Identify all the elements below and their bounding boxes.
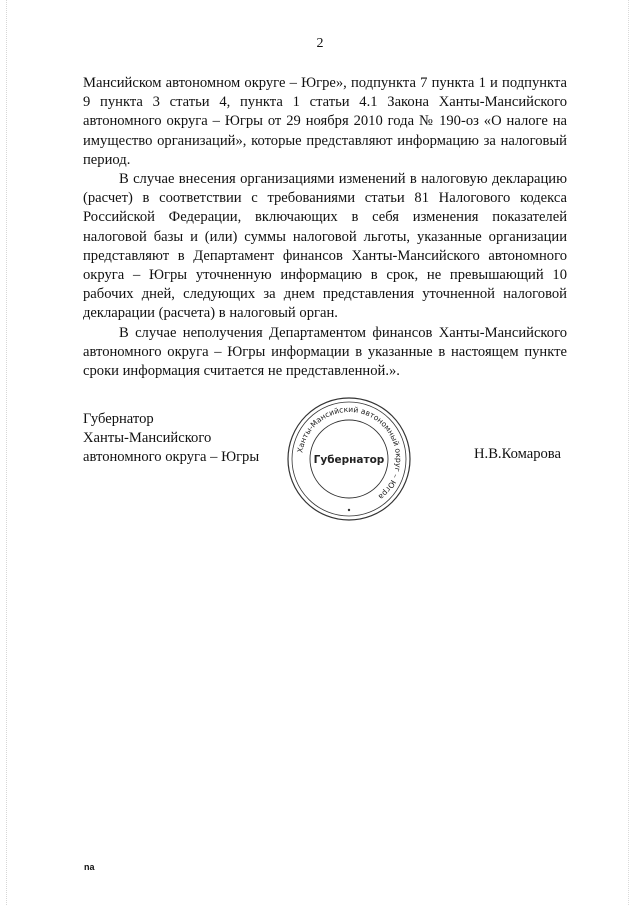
scan-edge-left [6,0,8,905]
paragraph-continuation: Мансийском автономном округе – Югре», подпункта 7 пункта 1 и подпункта 9 пункта 3 статьи 4, пункта 1 статьи 4.1 Закона Ханты-Мансийского автономного округа – Югры от 29 ноября 2010 года № 190-оз «О налоге на имущество организаций», которые представляют информацию за налоговый период. [83,75,567,168]
page-number: 2 [316,36,324,51]
scan-edge-right [628,0,630,905]
signatory-position-line: автономного округа – Югры [83,449,260,466]
official-seal [285,395,413,523]
signatory-position-line: Ханты-Мансийского [83,430,212,447]
seal-ring-text: Ханты-Мансийский автономный округ – Югра [295,404,404,502]
signatory-position [83,410,259,468]
footer-mark: na [84,862,95,872]
signatory-position-line: Губернатор [83,411,154,427]
document-body [83,74,567,381]
seal-center-text: Губернатор [313,454,385,466]
paragraph-non-receipt: В случае неполучения Департаментом финансов Ханты-Мансийского автономного округа – Югры информации в указанные в настоящем пункте сроки информация считается не представленной.». [83,324,567,380]
paragraph-amendment: В случае внесения организациями изменений в налоговую декларацию (расчет) в соответствии с требованиями статьи 81 Налогового кодекса Российской Федерации, включающих в себя изменения показателей налоговой базы и (или) суммы налоговой льготы, указанные организации представляют в Департамент финансов Ханты-Мансийского автономного округа – Югры уточненную информацию в срок, не превышающий 10 рабочих дней, следующих за днем представления уточненной налоговой декларации (расчета) в налоговый орган. [83,171,567,322]
signatory-name: Н.В.Комарова [474,446,561,462]
